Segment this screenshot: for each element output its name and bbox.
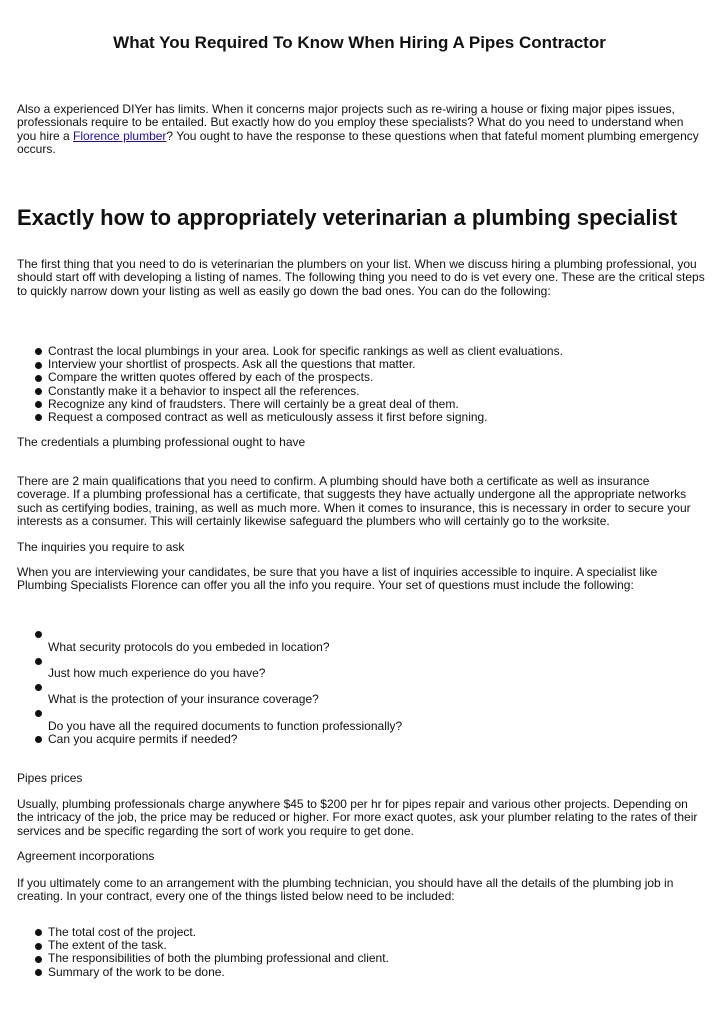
bullet-icon bbox=[35, 956, 42, 963]
list-item: What is the protection of your insurance coverage? bbox=[34, 680, 237, 706]
bullet-icon bbox=[35, 929, 42, 936]
bullet-icon bbox=[35, 414, 42, 421]
bullet-icon bbox=[35, 348, 42, 355]
list-item: The responsibilities of both the plumbing professional and client. bbox=[34, 952, 389, 965]
bullet-icon bbox=[35, 943, 42, 950]
credentials-paragraph: There are 2 main qualifications that you need to confirm. A plumbing should have both a certificate as well as insurance coverage. If a plumbing professional has a certificate, that suggests they have actually undergone all the appropriate networks such as certifying bodies, training, as well as much more. When it comes to insurance, this is necessary in order to secure your interests as a consumer. This will certainly likewise safeguard the plumbers who will certainly go to the worksite. bbox=[17, 474, 691, 528]
agreement-heading: Agreement incorporations bbox=[17, 849, 155, 863]
bullet-icon bbox=[35, 736, 42, 743]
contract-items-list bbox=[34, 926, 389, 979]
prices-paragraph: Usually, plumbing professionals charge anywhere $45 to $200 per hr for pipes repair and various other projects. Depending on the intricacy of the job, the price may be reduced or higher. For more exact quotes, ask your plumber relating to the rates of their services and be specific regarding the sort of work you require to get done. bbox=[17, 797, 698, 838]
list-item: Summary of the work to be done. bbox=[34, 966, 389, 979]
list-item: Request a composed contract as well as meticulously assess it first before signing. bbox=[34, 411, 563, 424]
prices-heading: Pipes prices bbox=[17, 771, 83, 785]
bullet-icon bbox=[35, 401, 42, 408]
bullet-icon bbox=[35, 658, 42, 665]
steps-list bbox=[34, 345, 563, 424]
list-item: Can you acquire permits if needed? bbox=[34, 733, 237, 746]
inquiries-heading: The inquiries you require to ask bbox=[17, 540, 185, 554]
list-item: Recognize any kind of fraudsters. There will certainly be a great deal of them. bbox=[34, 398, 563, 411]
bullet-icon bbox=[35, 710, 42, 717]
list-item: What security protocols do you embeded in location? bbox=[34, 628, 237, 654]
intro-text-before-link: Also a experienced DIYer has limits. When it concerns major projects such as re-wiring a house or fixing major pipes issues, professionals require to be entailed. But exactly how do you employ these specialists? What do you need to understand when you hire a bbox=[17, 102, 684, 143]
section-heading: Exactly how to appropriately veterinarian a plumbing specialist bbox=[17, 205, 678, 230]
list-item: Interview your shortlist of prospects. Ask all the questions that matter. bbox=[34, 358, 563, 371]
list-item: Constantly make it a behavior to inspect all the references. bbox=[34, 385, 563, 398]
list-item: Just how much experience do you have? bbox=[34, 654, 237, 680]
bullet-icon bbox=[35, 684, 42, 691]
bullet-icon bbox=[35, 362, 42, 369]
list-item: Compare the written quotes offered by each of the prospects. bbox=[34, 371, 563, 384]
bullet-icon bbox=[35, 969, 42, 976]
bullet-icon bbox=[35, 631, 42, 638]
florence-plumber-link[interactable]: Florence plumber bbox=[73, 128, 167, 143]
vet-paragraph: The first thing that you need to do is veterinarian the plumbers on your list. When we discuss hiring a plumbing professional, you should start off with developing a listing of names. The following thing you need to do is vet every one. These are the critical steps to quickly narrow down your listing as well as easily go down the bad ones. You can do the following: bbox=[17, 257, 705, 298]
questions-list bbox=[34, 628, 403, 746]
inquiries-paragraph: When you are interviewing your candidates, be sure that you have a list of inquiries accessible to inquire. A specialist like Plumbing Specialists Florence can offer you all the info you require. Your set of questions must include the following: bbox=[17, 565, 658, 593]
bullet-icon bbox=[35, 375, 42, 382]
bullet-icon bbox=[35, 388, 42, 395]
list-item: Contrast the local plumbings in your area. Look for specific rankings as well as client evaluations. bbox=[34, 345, 563, 358]
credentials-heading: The credentials a plumbing professional ought to have bbox=[17, 435, 306, 449]
list-item: Do you have all the required documents to function professionally? bbox=[34, 707, 237, 733]
agreement-paragraph: If you ultimately come to an arrangement with the plumbing technician, you should have all the details of the plumbing job in creating. In your contract, every one of the things listed below need to be included: bbox=[17, 876, 674, 904]
list-item: The total cost of the project. bbox=[34, 926, 389, 939]
list-item: The extent of the task. bbox=[34, 939, 389, 952]
intro-text-after-link: ? You ought to have the response to these questions when that fateful moment plumbing emergency occurs. bbox=[17, 128, 699, 156]
intro-paragraph bbox=[17, 103, 705, 156]
document-title: What You Required To Know When Hiring A Pipes Contractor bbox=[113, 33, 606, 52]
